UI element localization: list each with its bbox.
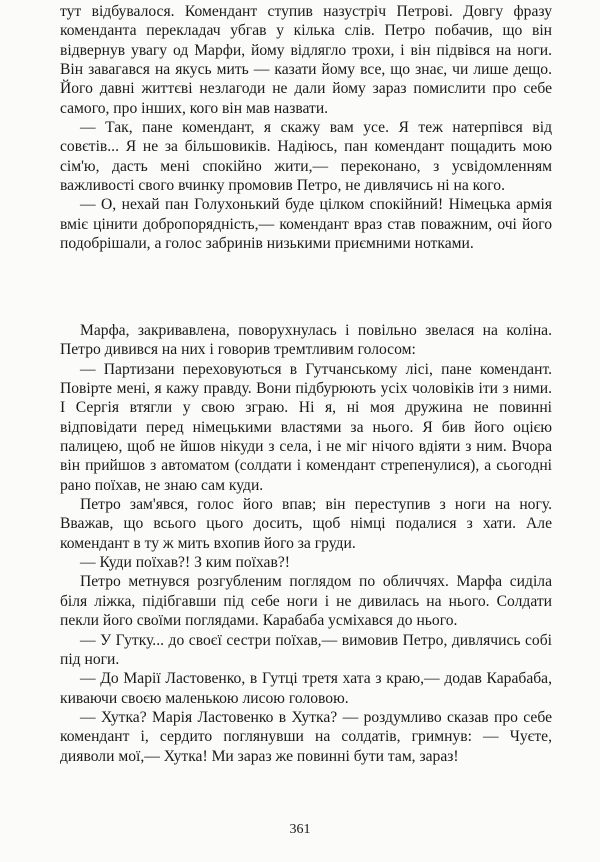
paragraph: — О, нехай пан Голухонький буде цілком спокійний! Німецька армія вміє цінити добропорядність,— комендант враз став поважним, очі його подобрішали, а голос забринів низькими приємними нотками. xyxy=(60,196,552,253)
paragraph: Марфа, закривавлена, поворухнулась і повільно звелася на коліна. Петро дивився на них і говорив тремтливим голосом: xyxy=(60,322,552,359)
section-2 xyxy=(60,321,552,766)
paragraph: тут відбувалося. Комендант ступив назустріч Петрові. Довгу фразу коменданта перекладач убгав у кілька слів. Петро побачив, що він відвернув увагу од Марфи, йому відлягло трохи, і він підвівся на ноги. Він завагався на якусь мить — казати йому все, що знає, чи лише дещо. Його давні життєві незлагоди не дали йому зараз помислити про себе самого, про інших, кого він мав назвати. xyxy=(60,3,552,117)
paragraph: — Хутка? Марія Ластовенко в Хутка? — роздумливо сказав про себе комендант і, сердито поглянувши на солдатів, гримнув: — Чуєте, дияволи мої,— Хутка! Ми зараз же повинні бути там, зараз! xyxy=(60,708,552,765)
page-number: 361 xyxy=(289,822,311,837)
paragraph: — Так, пане комендант, я скажу вам усе. Я теж натерпівся від совєтів... Я не за більшовиків. Надіюсь, пан комендант пощадить мою сім'ю, дасть мені спокійно жити,— переконано, з усвідомленням важливості свого вчинку промовив Петро, не дивлячись ні на кого. xyxy=(60,119,552,195)
paragraph: — До Марії Ластовенко, в Гутці третя хата з краю,— додав Карабаба, киваючи своєю маленькою лисою головою. xyxy=(60,670,552,707)
paragraph: Петро зам'явся, голос його впав; він переступив з ноги на ногу. Вважав, що всього цього досить, щоб німці подалися з хати. Але комендант в ту ж мить вхопив його за груди. xyxy=(60,496,552,552)
section-1 xyxy=(60,2,552,253)
paragraph: Петро метнувся розгубленим поглядом по обличчях. Марфа сиділа біля ліжка, підібгавши під себе ноги і не дивилась на нього. Солдати пекли його своїми поглядами. Карабаба усміхався до нього. xyxy=(60,573,552,630)
paragraph: — Куди поїхав?! З ким поїхав?! xyxy=(80,554,290,572)
paragraph: — У Гутку... до своєї сестри поїхав,— вимовив Петро, дивлячись собі під ноги. xyxy=(60,631,552,668)
paragraph: — Партизани переховуються в Гутчанському лісі, пане комендант. Повірте мені, я кажу правду. Вони підбурюють усіх чоловіків іти з ними. І Сергія втягли у свою зграю. Ні я, ні моя дружина не повинні відповідати перед німецькими властями за нього. Я бив його оцією палицею, щоб не йшов нікуди з села, і не міг нічого вдіяти з ним. Вчора він прийшов з автоматом (солдати і комендант стрепенулися), а сьогодні рано поїхав, не знаю сам куди. xyxy=(60,360,552,494)
